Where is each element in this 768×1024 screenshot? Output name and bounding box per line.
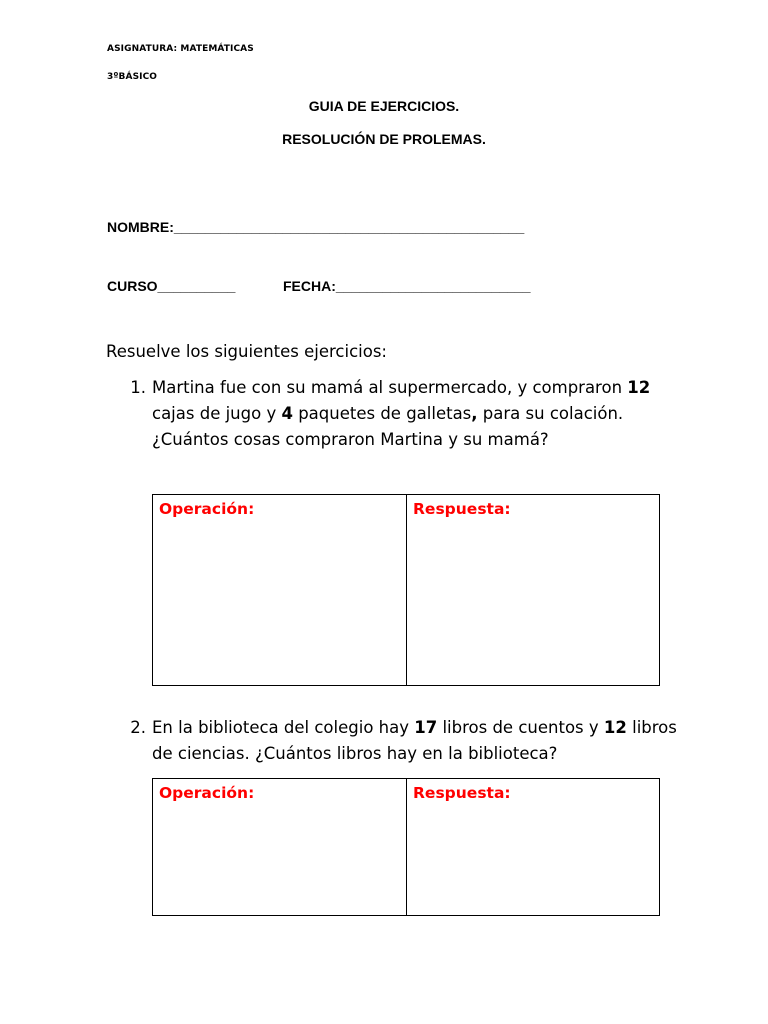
q1-operation-label: Operación: [159, 500, 255, 518]
question-2-line-1 [152, 715, 692, 741]
question-1-text [152, 375, 692, 453]
date-field: FECHA:_________________________ [283, 278, 531, 294]
question-2-line-2: de ciencias. ¿Cuántos libros hay en la biblioteca? [152, 744, 558, 763]
q2-answer-cell[interactable] [406, 779, 659, 915]
instructions: Resuelve los siguientes ejercicios: [106, 342, 387, 361]
title-line-1: GUIA DE EJERCICIOS. [308, 98, 460, 114]
question-2-text [152, 715, 692, 767]
question-2-answer-table [152, 778, 660, 916]
q2-number-17: 17 [414, 718, 438, 737]
q1-number-4: 4 [281, 404, 293, 423]
question-1-line-1 [152, 375, 692, 401]
q1-comma: , [471, 404, 478, 423]
question-1-line-2 [152, 401, 692, 427]
q2-line1-text-a: En la biblioteca del colegio hay [152, 718, 415, 737]
q1-line2-text-a: cajas de jugo y [152, 404, 282, 423]
q1-answer-label: Respuesta: [413, 500, 511, 518]
q2-number-12: 12 [603, 718, 627, 737]
q2-line1-text-b: libros de cuentos y [437, 718, 604, 737]
q1-number-12: 12 [627, 378, 651, 397]
question-1-number: 1. [130, 378, 146, 397]
subject-header: ASIGNATURA: MATEMÁTICAS [107, 44, 254, 54]
grade-header: 3ºBÁSICO [107, 72, 158, 82]
question-1-line-3: ¿Cuántos cosas compraron Martina y su mamá? [152, 430, 549, 449]
q1-operation-cell[interactable] [153, 495, 406, 685]
q2-operation-cell[interactable] [153, 779, 406, 915]
name-field: NOMBRE:_____________________________________________ [107, 219, 525, 235]
q1-line2-text-b: paquetes de galletas [292, 404, 472, 423]
q1-line1-text: Martina fue con su mamá al supermercado, y compraron [152, 378, 628, 397]
title-line-2: RESOLUCIÓN DE PROLEMAS. [282, 131, 486, 147]
q1-answer-cell[interactable] [406, 495, 659, 685]
q2-line1-text-c: libros [626, 718, 677, 737]
q1-line2-text-c: para su colación. [477, 404, 624, 423]
course-field: CURSO__________ [107, 278, 236, 294]
q2-answer-label: Respuesta: [413, 784, 511, 802]
question-1-answer-table [152, 494, 660, 686]
question-2-number: 2. [130, 718, 146, 737]
q2-operation-label: Operación: [159, 784, 255, 802]
